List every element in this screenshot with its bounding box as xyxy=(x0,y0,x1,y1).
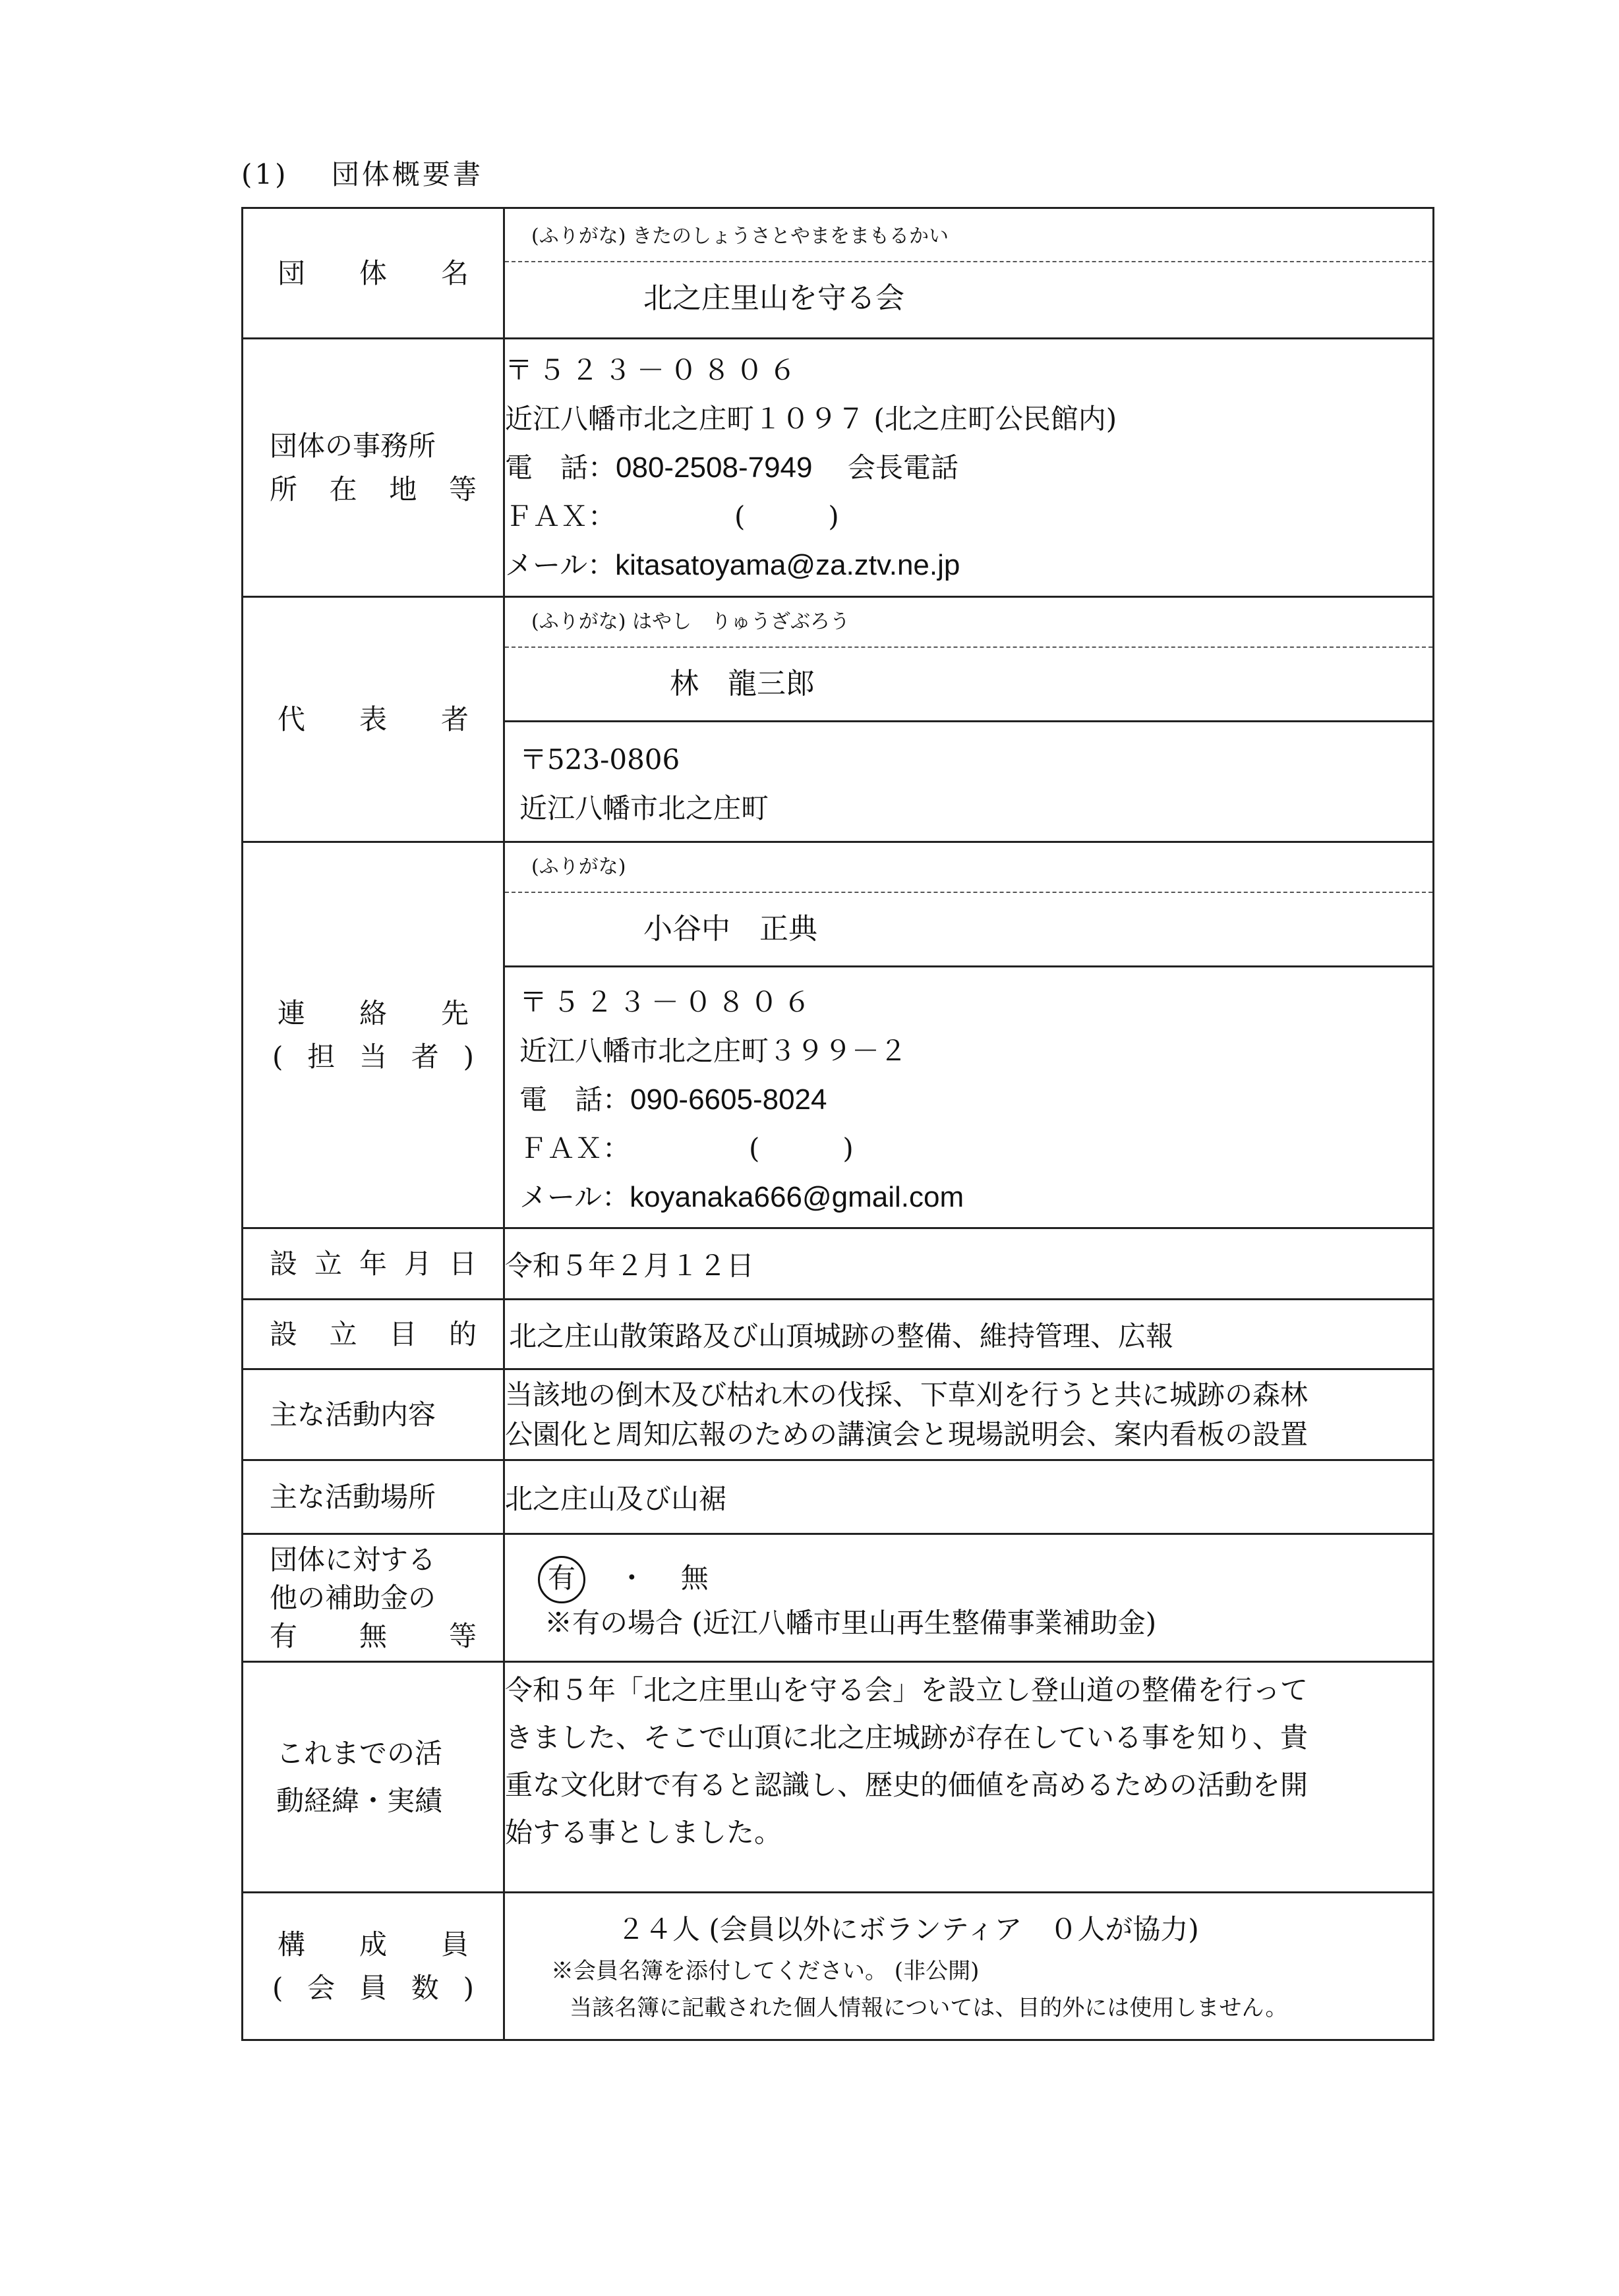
subsidy-yes-circled: 有 xyxy=(538,1556,585,1603)
label-representative: 代 表 者 xyxy=(243,597,504,842)
value-members xyxy=(504,1893,1434,2040)
contact-name: 小谷中 正典 xyxy=(643,912,817,946)
label-place: 主な活動場所 xyxy=(243,1460,504,1534)
label-subsidy: 団体に対する 他の補助金の 有 無 等 xyxy=(243,1534,504,1662)
org-name: 北之庄里山を守る会 xyxy=(643,281,904,315)
row-history xyxy=(243,1662,1434,1893)
label-activities: 主な活動内容 xyxy=(243,1369,504,1460)
section-heading xyxy=(241,153,483,192)
value-representative xyxy=(504,597,1434,842)
row-purpose xyxy=(243,1300,1434,1369)
label-org-name: 団 体 名 xyxy=(243,208,504,339)
office-fax: ( ) xyxy=(734,500,839,532)
section-number: (1) xyxy=(241,158,289,190)
row-office xyxy=(243,339,1434,597)
office-email: kitasatoyama@za.ztv.ne.jp xyxy=(615,548,960,581)
office-tel: 080-2508-7949 xyxy=(616,451,813,484)
members-note-privacy: 当該名簿に記載された個人情報については、目的外には使用しません。 xyxy=(570,1994,1288,2021)
row-founded xyxy=(243,1228,1434,1300)
label-members: 構 成 員 ( 会 員 数 ) xyxy=(243,1893,504,2040)
subsidy-no: 無 xyxy=(680,1561,709,1594)
subsidy-note: ※有の場合 (近江八幡市里山再生整備事業補助金) xyxy=(545,1606,1157,1639)
purpose-value: 北之庄山散策路及び山頂城跡の整備、維持管理、広報 xyxy=(504,1300,1434,1369)
label-purpose: 設 立 目 的 xyxy=(243,1300,504,1369)
row-subsidy xyxy=(243,1534,1434,1662)
rep-furigana: (ふりがな) はやし りゅうざぶろう xyxy=(505,598,1432,648)
contact-fax: ( ) xyxy=(749,1132,854,1164)
value-office: 〒５２３－０８０６ 近江八幡市北之庄町１０９７ (北之庄町公民館内) 電 話：080-2508-7949 会長電話 ＦＡＸ： ( ) メール：kitasatoyama@za.ztv.ne.jp xyxy=(504,339,1434,597)
label-contact: 連 絡 先 ( 担 当 者 ) xyxy=(243,842,504,1228)
value-subsidy: 有 ・ 無 ※有の場合 (近江八幡市里山再生整備事業補助金) xyxy=(504,1534,1434,1662)
org-furigana: (ふりがな) きたのしょうさとやまをまもるかい xyxy=(505,212,1432,262)
contact-email: koyanaka666@gmail.com xyxy=(630,1181,964,1213)
rep-address: 近江八幡市北之庄町 xyxy=(519,792,769,824)
row-activities xyxy=(243,1369,1434,1460)
row-place xyxy=(243,1460,1434,1534)
row-representative xyxy=(243,597,1434,842)
label-office: 団体の事務所 所 在 地 等 xyxy=(243,339,504,597)
value-activities: 当該地の倒木及び枯れ木の伐採、下草刈を行うと共に城跡の森林 公園化と周知広報のための講演会と現場説明会、案内看板の設置 xyxy=(504,1369,1434,1460)
value-contact: (ふりがな) 小谷中 正典 〒５２３－０８０６ 近江八幡市北之庄町３９９－２ 電 話：090-6605-8024 ＦＡＸ： ( ) メール：koyanaka666@gmail.com xyxy=(504,842,1434,1228)
section-title: 団体概要書 xyxy=(331,158,483,190)
label-founded: 設 立 年 月 日 xyxy=(243,1228,504,1300)
contact-postal: 〒５２３－０８０６ xyxy=(519,986,817,1018)
contact-tel: 090-6605-8024 xyxy=(630,1083,827,1116)
members-note-attach: ※会員名簿を添付してください。 (非公開) xyxy=(551,1957,980,1984)
founded-date: 令和５年２月１２日 xyxy=(504,1228,1434,1300)
rep-name: 林 龍三郎 xyxy=(670,667,815,701)
contact-address: 近江八幡市北之庄町３９９－２ xyxy=(519,1035,908,1067)
value-history: 令和５年「北之庄里山を守る会」を設立し登山道の整備を行って きました、そこで山頂に北之庄城跡が存在している事を知り、貴 重な文化財で有ると認識し、歴史的価値を高めるための活動を開 始する事としました。 xyxy=(504,1662,1434,1893)
office-address: 近江八幡市北之庄町１０９７ (北之庄町公民館内) xyxy=(505,402,1117,435)
contact-furigana: (ふりがな) xyxy=(505,843,1432,893)
office-postal: 〒５２３－０８０６ xyxy=(505,353,802,386)
row-contact xyxy=(243,842,1434,1228)
place-value: 北之庄山及び山裾 xyxy=(504,1460,1434,1534)
value-org-name xyxy=(504,208,1434,339)
row-org-name xyxy=(243,208,1434,339)
organization-summary-table xyxy=(241,207,1434,2041)
members-count: ２４人 (会員以外にボランティア ０人が協力) xyxy=(617,1912,1199,1945)
rep-postal: 〒523-0806 xyxy=(519,743,680,776)
row-members xyxy=(243,1893,1434,2040)
label-history: これまでの活 動経緯・実績 xyxy=(243,1662,504,1893)
